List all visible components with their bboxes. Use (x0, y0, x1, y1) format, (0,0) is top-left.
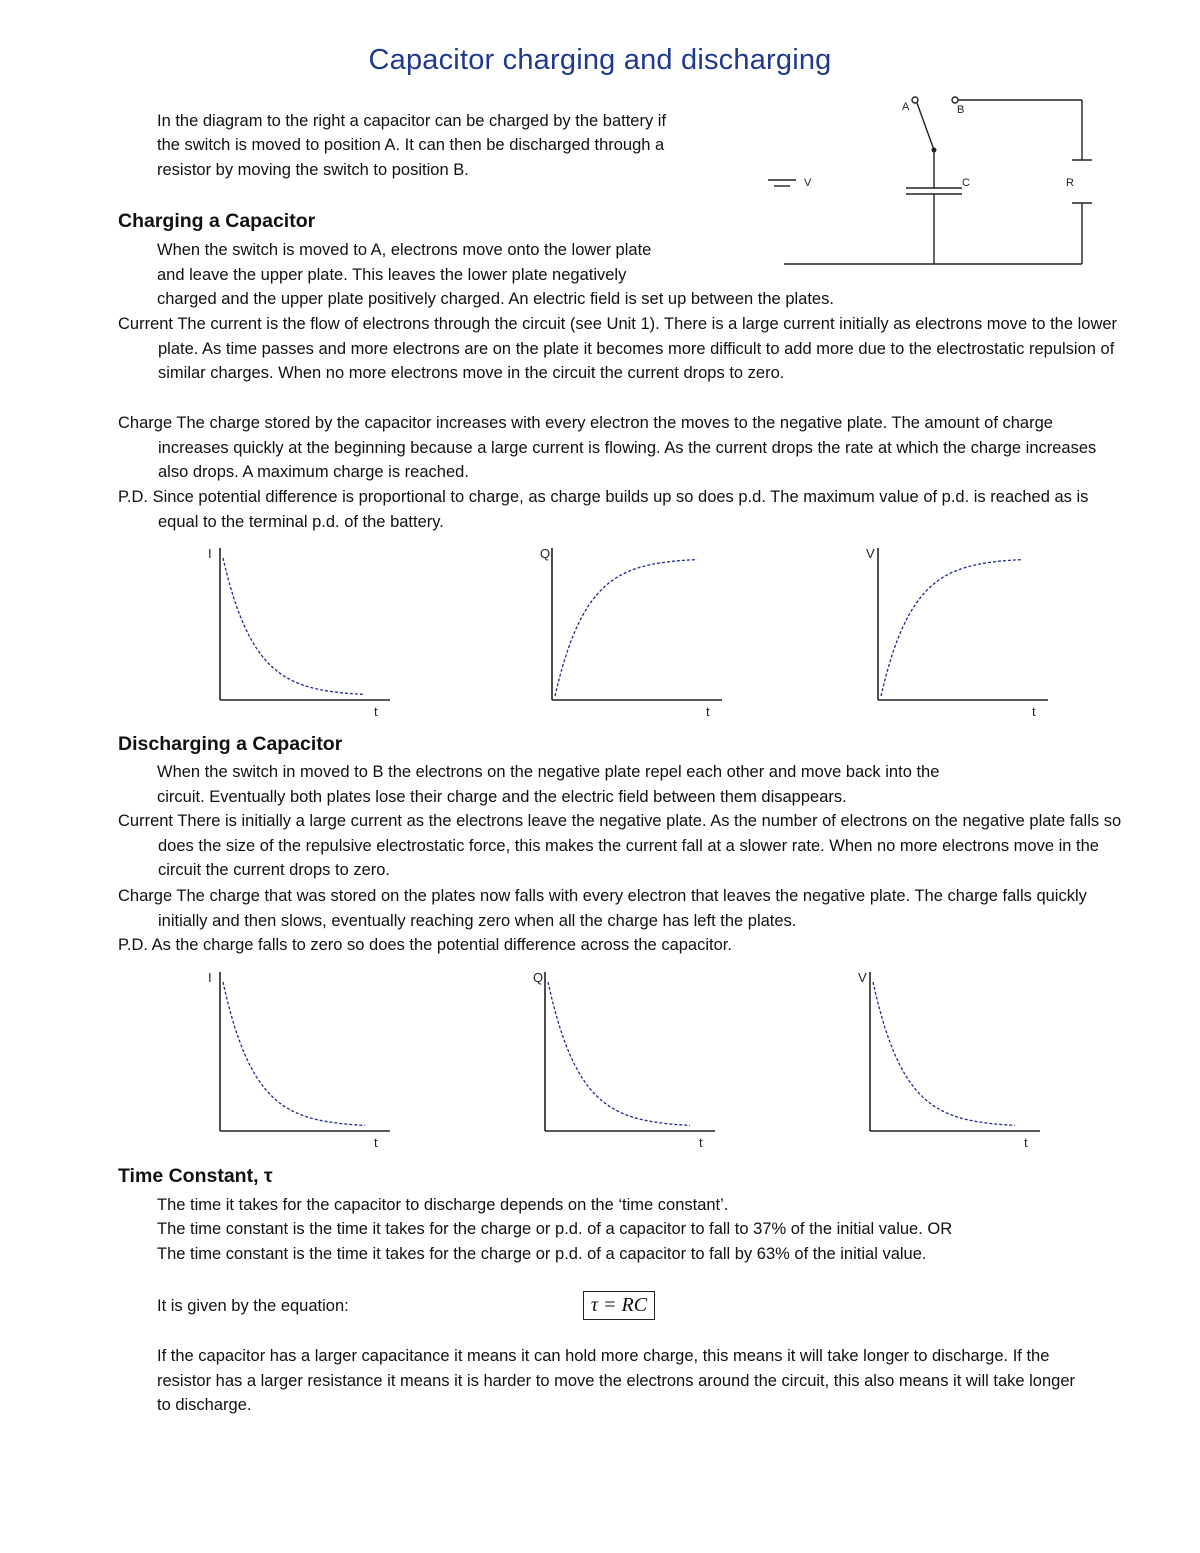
charging-current-label: Current (118, 315, 174, 333)
x-axis-label: t (374, 1135, 378, 1150)
discharging-charge-paragraph (118, 884, 1128, 933)
charging-intro-line-1: When the switch is moved to A, electrons move onto the lower plate (157, 241, 652, 259)
discharging-pd-label: P.D. (118, 936, 148, 954)
y-axis-label: V (858, 970, 867, 985)
curve (223, 558, 365, 695)
curve (873, 982, 1015, 1125)
discharging-current-text: There is initially a large current as the electrons leave the negative plate. As the number of electrons on the negative plate falls so does the size of the repulsive electrostatic force, this makes the current fall at a slower rate. When no more electrons move in the circuit the current drops to zero. (158, 812, 1122, 880)
charging-pd-label: P.D. (118, 488, 148, 506)
switch-contact-b (952, 97, 958, 103)
label-r: R (1066, 177, 1074, 189)
intro-line-2: the switch is moved to position A. It can then be discharged through a (157, 136, 665, 154)
charging-pd-paragraph (118, 485, 1128, 534)
discharging-graph-charge (525, 964, 725, 1156)
time-constant-heading: Time Constant, τ (118, 1165, 273, 1187)
charging-current-paragraph (118, 312, 1128, 386)
charging-intro-line-3: charged and the upper plate positively charged. An electric field is set up between the plates. (157, 290, 834, 308)
time-constant-line-2: The time constant is the time it takes for the charge or p.d. of a capacitor to fall to 37% of the initial value. OR (157, 1220, 953, 1238)
switch-arm (917, 103, 934, 150)
discharging-graph-current (200, 964, 400, 1156)
x-axis-label: t (699, 1135, 703, 1150)
discharging-pd-text: As the charge falls to zero so does the potential difference across the capacitor. (151, 936, 732, 954)
discharging-graph-pd (850, 964, 1050, 1156)
y-axis-label: Q (533, 970, 544, 985)
discharging-current-paragraph (118, 809, 1128, 883)
charging-graph-current (200, 540, 400, 725)
y-axis-label: Q (540, 546, 551, 561)
charging-charge-paragraph (118, 411, 1128, 485)
curve (223, 982, 365, 1125)
label-a: A (902, 101, 910, 113)
time-constant-line-1: The time it takes for the capacitor to discharge depends on the ‘time constant’. (157, 1196, 729, 1214)
circuit-diagram (760, 88, 1100, 273)
label-v: V (804, 177, 812, 189)
intro-line-3: resistor by moving the switch to position B. (157, 161, 469, 179)
switch-contact-a (912, 97, 918, 103)
x-axis-label: t (706, 704, 710, 719)
discharging-heading: Discharging a Capacitor (118, 733, 343, 755)
discharging-charge-text: The charge that was stored on the plates now falls with every electron that leaves the negative plate. The charge falls quickly initially and then slows, eventually reaching zero when all the charge has left the plates. (158, 887, 1087, 930)
discharging-intro-line-1: When the switch in moved to B the electrons on the negative plate repel each other and move back into the (157, 763, 940, 781)
charging-graph-pd (858, 540, 1058, 725)
charging-pd-text: Since potential difference is proportional to charge, as charge builds up so does p.d. The maximum value of p.d. is reached as is equal to the terminal p.d. of the battery. (152, 488, 1089, 531)
x-axis-label: t (374, 704, 378, 719)
curve (881, 560, 1023, 697)
y-axis-label: V (866, 546, 875, 561)
y-axis-label: I (208, 970, 212, 985)
discharging-intro-line-2: circuit. Eventually both plates lose their charge and the electric field between them disappears. (157, 788, 847, 806)
x-axis-label: t (1032, 704, 1036, 719)
charging-charge-label: Charge (118, 414, 173, 432)
page-title: Capacitor charging and discharging (368, 44, 832, 76)
charging-current-text: The current is the flow of electrons through the circuit (see Unit 1). There is a large current initially as electrons move to the lower plate. As time passes and more electrons are on the plate it becomes more difficult to add more due to the electrostatic repulsion of similar charges. When no more electrons move in the circuit the current drops to zero. (158, 315, 1118, 383)
label-b: B (957, 104, 965, 116)
charging-intro-line-2: and leave the upper plate. This leaves the lower plate negatively (157, 266, 627, 284)
equation-label: It is given by the equation: (157, 1297, 349, 1315)
intro-line-1: In the diagram to the right a capacitor can be charged by the battery if (157, 112, 667, 130)
discharging-current-label: Current (118, 812, 174, 830)
time-constant-conclusion: If the capacitor has a larger capacitance it means it can hold more charge, this means it will take longer to discharge. If the resistor has a larger resistance it means it is harder to move the electrons around the circuit, this also means it will take longer to discharge. (157, 1347, 1075, 1415)
x-axis-label: t (1024, 1135, 1028, 1150)
equation-box: τ = RC (583, 1291, 655, 1320)
discharging-charge-label: Charge (118, 887, 173, 905)
curve (555, 560, 697, 697)
charging-heading: Charging a Capacitor (118, 210, 316, 232)
discharging-pd-paragraph (118, 933, 1128, 958)
curve (548, 982, 690, 1125)
time-constant-line-3: The time constant is the time it takes for the charge or p.d. of a capacitor to fall by 63% of the initial value. (157, 1245, 927, 1263)
label-c: C (962, 177, 970, 189)
charging-graph-charge (532, 540, 732, 725)
charging-charge-text: The charge stored by the capacitor increases with every electron the moves to the negative plate. The amount of charge increases quickly at the beginning because a large current is flowing. As the current drops the rate at which the charge increases also drops. A maximum charge is reached. (158, 414, 1097, 482)
y-axis-label: I (208, 546, 212, 561)
